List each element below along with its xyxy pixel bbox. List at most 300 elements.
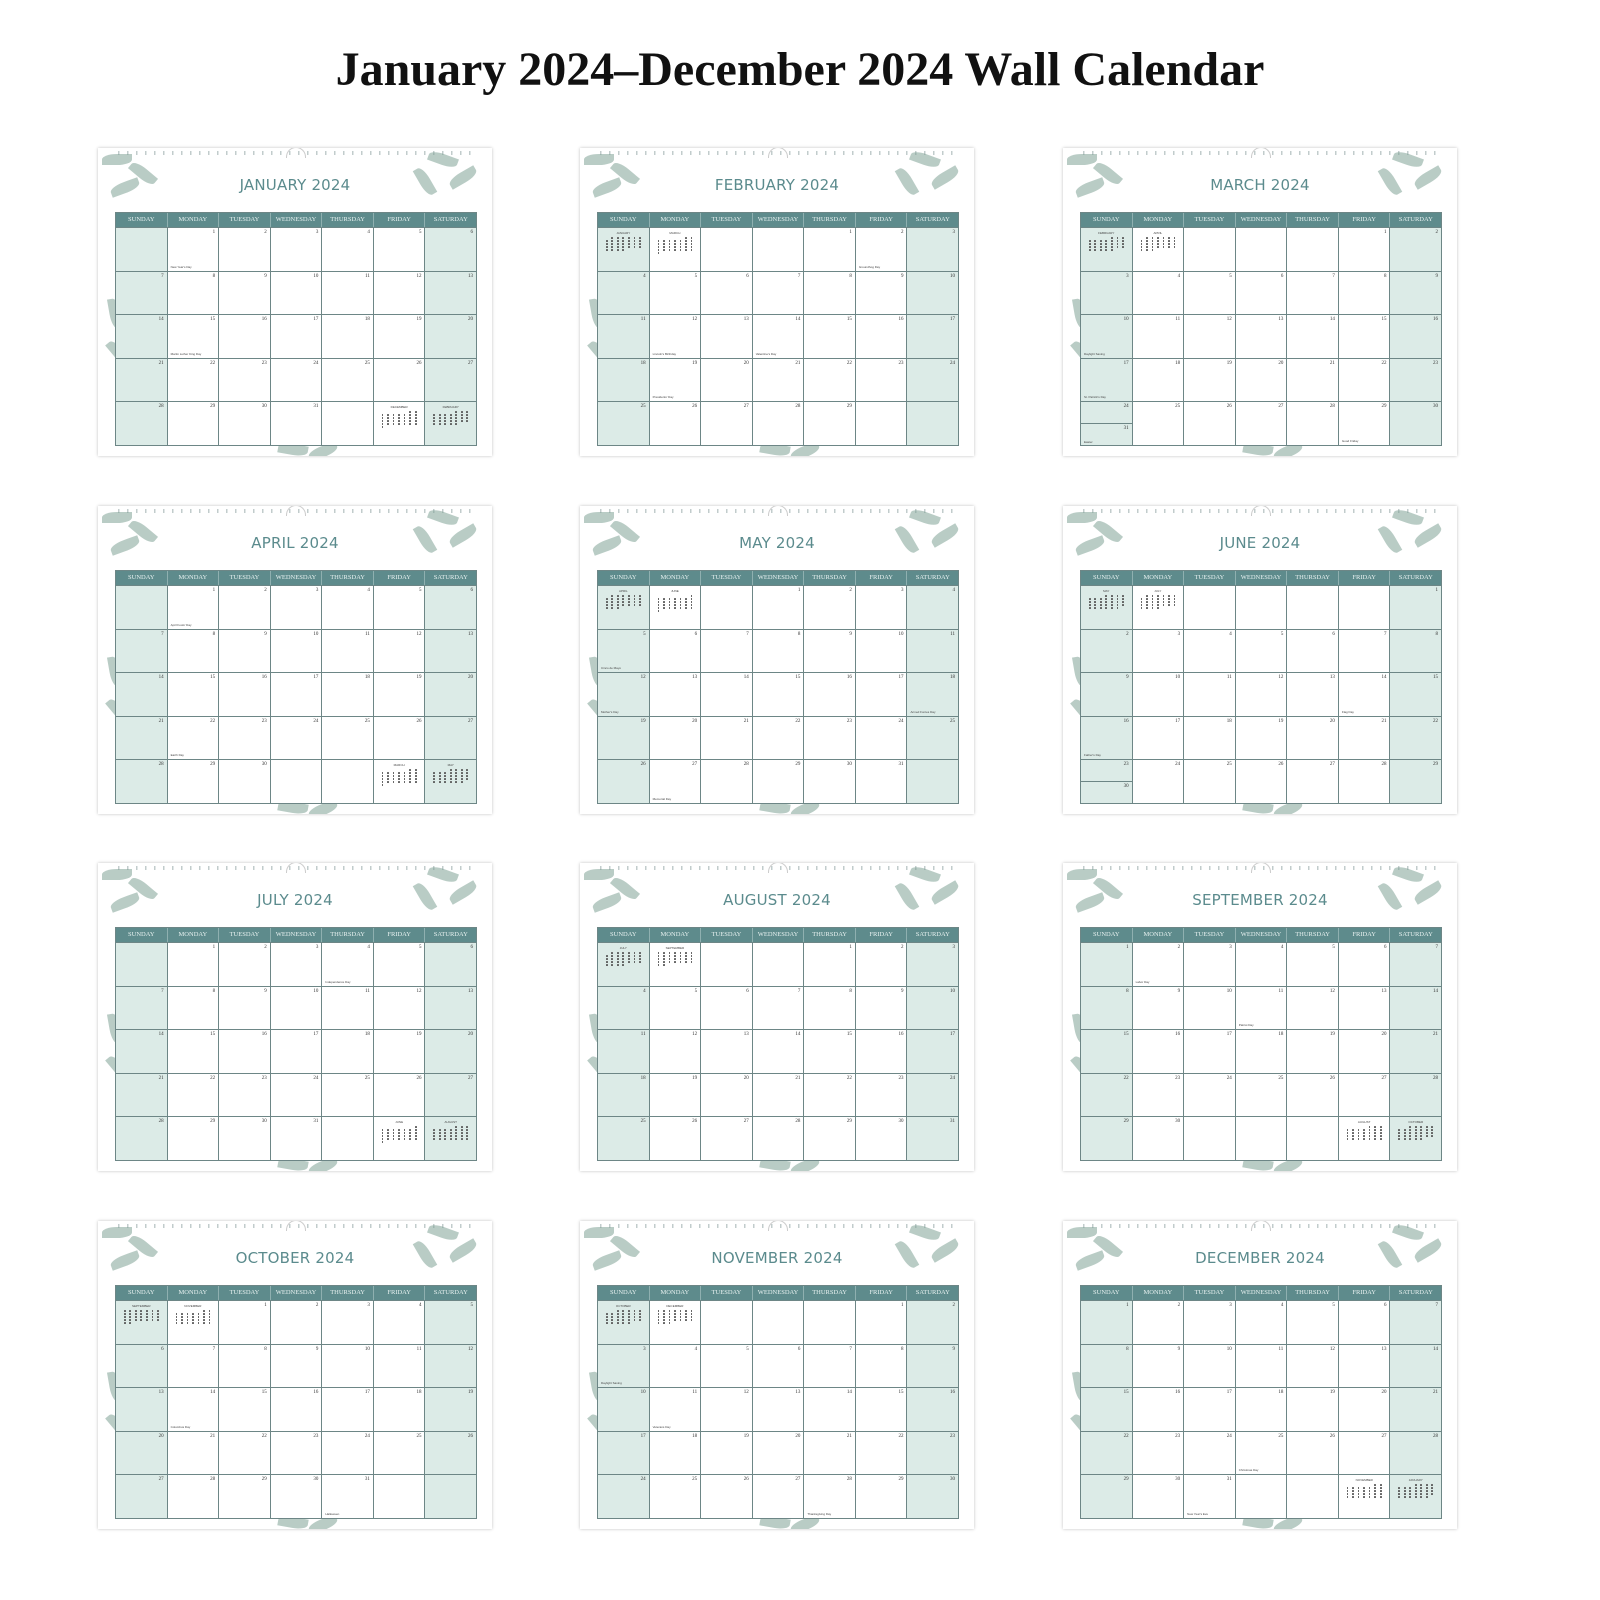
day-cell[interactable] [271, 1117, 323, 1160]
day-cell[interactable] [219, 1030, 271, 1073]
day-cell[interactable] [598, 1030, 650, 1073]
day-cell[interactable] [1339, 1074, 1391, 1117]
day-cell[interactable] [425, 717, 476, 760]
day-cell[interactable] [1339, 673, 1391, 716]
day-cell[interactable] [271, 943, 323, 986]
day-cell[interactable] [425, 673, 476, 716]
day-cell[interactable] [1184, 1074, 1236, 1117]
day-cell[interactable] [753, 359, 805, 402]
day-cell[interactable] [116, 359, 168, 402]
day-cell[interactable] [856, 760, 908, 803]
day-cell[interactable] [1133, 228, 1185, 271]
day-cell[interactable] [374, 1030, 426, 1073]
day-cell[interactable] [598, 228, 650, 271]
day-cell[interactable] [907, 1030, 958, 1073]
day-cell[interactable] [219, 943, 271, 986]
day-cell[interactable] [1287, 1117, 1339, 1160]
day-cell[interactable] [1184, 272, 1236, 315]
day-cell[interactable] [271, 315, 323, 358]
day-cell[interactable] [322, 359, 374, 402]
day-cell[interactable] [598, 943, 650, 986]
day-cell[interactable] [1390, 1345, 1441, 1388]
day-cell[interactable] [322, 987, 374, 1030]
day-cell[interactable] [374, 1074, 426, 1117]
day-cell[interactable] [856, 359, 908, 402]
day-cell[interactable] [650, 586, 702, 629]
day-cell[interactable] [1287, 586, 1339, 629]
day-cell[interactable] [1184, 1301, 1236, 1344]
day-cell[interactable] [1287, 673, 1339, 716]
day-cell[interactable] [322, 630, 374, 673]
day-cell[interactable] [804, 1345, 856, 1388]
day-cell[interactable] [322, 315, 374, 358]
day-cell[interactable] [650, 673, 702, 716]
day-cell[interactable] [1287, 402, 1339, 445]
day-cell[interactable] [907, 1432, 958, 1475]
day-cell[interactable] [1081, 586, 1133, 629]
day-cell[interactable] [856, 272, 908, 315]
day-cell[interactable] [753, 630, 805, 673]
day-cell[interactable] [271, 630, 323, 673]
day-cell[interactable] [856, 1074, 908, 1117]
day-cell[interactable] [116, 228, 168, 271]
day-cell[interactable] [1184, 359, 1236, 402]
day-cell[interactable] [374, 1301, 426, 1344]
day-cell[interactable] [650, 943, 702, 986]
day-cell[interactable] [425, 586, 476, 629]
day-cell[interactable] [1236, 586, 1288, 629]
day-cell[interactable] [701, 1301, 753, 1344]
day-cell[interactable] [701, 1030, 753, 1073]
day-cell[interactable] [1390, 943, 1441, 986]
day-cell[interactable] [650, 987, 702, 1030]
day-cell[interactable] [271, 586, 323, 629]
day-cell[interactable] [1287, 1432, 1339, 1475]
day-cell[interactable] [116, 1030, 168, 1073]
day-cell[interactable] [168, 1301, 220, 1344]
day-cell[interactable] [425, 1117, 476, 1160]
day-cell[interactable] [1133, 1475, 1185, 1518]
day-cell[interactable] [907, 315, 958, 358]
day-cell[interactable] [907, 987, 958, 1030]
day-cell[interactable] [1287, 272, 1339, 315]
day-cell[interactable] [1184, 717, 1236, 760]
day-cell[interactable] [322, 1388, 374, 1431]
day-cell[interactable] [753, 1074, 805, 1117]
day-cell[interactable] [1287, 943, 1339, 986]
day-cell[interactable] [1236, 1388, 1288, 1431]
day-cell[interactable] [701, 1074, 753, 1117]
day-cell[interactable] [1339, 1301, 1391, 1344]
day-cell[interactable] [168, 1117, 220, 1160]
day-cell[interactable] [1133, 673, 1185, 716]
day-cell[interactable] [1236, 272, 1288, 315]
day-cell[interactable] [116, 1345, 168, 1388]
day-cell[interactable] [374, 1432, 426, 1475]
day-cell[interactable] [1339, 1388, 1391, 1431]
day-cell[interactable] [116, 272, 168, 315]
day-cell[interactable] [1339, 987, 1391, 1030]
day-cell[interactable] [219, 1117, 271, 1160]
day-cell[interactable] [1287, 1388, 1339, 1431]
day-cell[interactable] [1339, 1475, 1391, 1518]
day-cell[interactable] [1236, 760, 1288, 803]
day-cell[interactable] [1081, 402, 1133, 445]
day-cell[interactable] [1236, 359, 1288, 402]
day-cell[interactable] [804, 673, 856, 716]
day-cell[interactable] [1236, 1030, 1288, 1073]
day-cell[interactable] [1081, 1388, 1133, 1431]
day-cell[interactable] [1390, 673, 1441, 716]
day-cell[interactable] [116, 1074, 168, 1117]
day-cell[interactable] [374, 402, 426, 445]
day-cell[interactable] [1390, 359, 1441, 402]
day-cell[interactable] [168, 717, 220, 760]
day-cell[interactable] [1390, 1074, 1441, 1117]
day-cell[interactable] [219, 717, 271, 760]
day-cell[interactable] [322, 1345, 374, 1388]
day-cell[interactable] [650, 228, 702, 271]
day-cell[interactable] [701, 586, 753, 629]
day-cell[interactable] [804, 987, 856, 1030]
day-cell[interactable] [856, 402, 908, 445]
day-cell[interactable] [856, 673, 908, 716]
day-cell[interactable] [701, 359, 753, 402]
day-cell[interactable] [856, 228, 908, 271]
day-cell[interactable] [168, 402, 220, 445]
day-cell[interactable] [1236, 228, 1288, 271]
day-cell[interactable] [1081, 1074, 1133, 1117]
day-cell[interactable] [425, 1475, 476, 1518]
day-cell[interactable] [804, 1388, 856, 1431]
day-cell[interactable] [271, 1345, 323, 1388]
day-cell[interactable] [1184, 1117, 1236, 1160]
day-cell[interactable] [1184, 1388, 1236, 1431]
day-cell[interactable] [701, 717, 753, 760]
day-cell[interactable] [219, 1432, 271, 1475]
day-cell[interactable] [753, 673, 805, 716]
day-cell[interactable] [425, 1074, 476, 1117]
day-cell[interactable] [1287, 1345, 1339, 1388]
day-cell[interactable] [425, 402, 476, 445]
day-cell[interactable] [322, 1117, 374, 1160]
day-cell[interactable] [219, 228, 271, 271]
day-cell[interactable] [1081, 359, 1133, 402]
day-cell[interactable] [1236, 1345, 1288, 1388]
day-cell[interactable] [322, 760, 374, 803]
day-cell[interactable] [1287, 1475, 1339, 1518]
day-cell[interactable] [1390, 760, 1441, 803]
day-cell[interactable] [1133, 1301, 1185, 1344]
day-cell[interactable] [1184, 228, 1236, 271]
day-cell[interactable] [374, 272, 426, 315]
day-cell[interactable] [168, 272, 220, 315]
day-cell[interactable] [650, 717, 702, 760]
day-cell[interactable] [374, 1475, 426, 1518]
day-cell[interactable] [1287, 760, 1339, 803]
day-cell[interactable] [168, 943, 220, 986]
day-cell[interactable] [907, 1345, 958, 1388]
day-cell[interactable] [1236, 673, 1288, 716]
day-cell[interactable] [856, 630, 908, 673]
day-cell[interactable] [425, 359, 476, 402]
day-cell[interactable] [1184, 630, 1236, 673]
day-cell[interactable] [425, 1030, 476, 1073]
day-cell[interactable] [219, 1301, 271, 1344]
day-cell[interactable] [804, 630, 856, 673]
day-cell[interactable] [804, 1117, 856, 1160]
day-cell[interactable] [425, 1432, 476, 1475]
day-cell[interactable] [219, 586, 271, 629]
day-cell[interactable] [271, 1432, 323, 1475]
day-cell[interactable] [1133, 717, 1185, 760]
day-cell[interactable] [1390, 272, 1441, 315]
day-cell[interactable] [1184, 315, 1236, 358]
day-cell[interactable] [804, 315, 856, 358]
day-cell[interactable] [1236, 1432, 1288, 1475]
day-cell[interactable] [650, 760, 702, 803]
day-cell[interactable] [598, 1388, 650, 1431]
day-cell[interactable] [701, 673, 753, 716]
day-cell[interactable] [1081, 228, 1133, 271]
day-cell[interactable] [116, 717, 168, 760]
day-cell[interactable] [598, 315, 650, 358]
day-cell[interactable] [753, 228, 805, 271]
day-cell[interactable] [598, 402, 650, 445]
day-cell[interactable] [271, 1301, 323, 1344]
day-cell[interactable] [1184, 1475, 1236, 1518]
day-cell[interactable] [701, 272, 753, 315]
day-cell[interactable] [1133, 1074, 1185, 1117]
day-cell[interactable] [701, 315, 753, 358]
day-cell[interactable] [322, 1475, 374, 1518]
day-cell[interactable] [374, 315, 426, 358]
day-cell[interactable] [856, 1475, 908, 1518]
day-cell[interactable] [1081, 1030, 1133, 1073]
day-cell[interactable] [219, 272, 271, 315]
day-cell[interactable] [271, 228, 323, 271]
day-cell[interactable] [1390, 1475, 1441, 1518]
day-cell[interactable] [701, 943, 753, 986]
day-cell[interactable] [907, 586, 958, 629]
day-cell[interactable] [1287, 717, 1339, 760]
day-cell[interactable] [1081, 1117, 1133, 1160]
day-cell[interactable] [374, 717, 426, 760]
day-cell[interactable] [1236, 987, 1288, 1030]
day-cell[interactable] [374, 630, 426, 673]
day-cell[interactable] [907, 943, 958, 986]
day-cell[interactable] [1081, 1432, 1133, 1475]
day-cell[interactable] [374, 1345, 426, 1388]
day-cell[interactable] [753, 1475, 805, 1518]
day-cell[interactable] [168, 1432, 220, 1475]
day-cell[interactable] [1339, 717, 1391, 760]
day-cell[interactable] [856, 1345, 908, 1388]
day-cell[interactable] [650, 402, 702, 445]
day-cell[interactable] [598, 586, 650, 629]
day-cell[interactable] [374, 943, 426, 986]
day-cell[interactable] [650, 1345, 702, 1388]
day-cell[interactable] [271, 359, 323, 402]
day-cell[interactable] [856, 315, 908, 358]
day-cell[interactable] [168, 1030, 220, 1073]
day-cell[interactable] [425, 630, 476, 673]
day-cell[interactable] [907, 228, 958, 271]
day-cell[interactable] [804, 359, 856, 402]
day-cell[interactable] [1339, 402, 1391, 445]
day-cell[interactable] [1081, 943, 1133, 986]
day-cell[interactable] [1184, 760, 1236, 803]
day-cell[interactable] [168, 673, 220, 716]
day-cell[interactable] [1236, 717, 1288, 760]
day-cell[interactable] [271, 1074, 323, 1117]
day-cell[interactable] [650, 1074, 702, 1117]
day-cell[interactable] [168, 586, 220, 629]
day-cell[interactable] [907, 760, 958, 803]
day-cell[interactable] [598, 1074, 650, 1117]
day-cell[interactable] [701, 1475, 753, 1518]
day-cell[interactable] [1390, 1030, 1441, 1073]
day-cell[interactable] [322, 673, 374, 716]
day-cell[interactable] [116, 987, 168, 1030]
day-cell[interactable] [322, 943, 374, 986]
day-cell[interactable] [425, 272, 476, 315]
day-cell[interactable] [753, 586, 805, 629]
day-cell[interactable] [1339, 630, 1391, 673]
day-cell[interactable] [856, 1301, 908, 1344]
day-cell[interactable] [116, 1388, 168, 1431]
day-cell[interactable] [322, 1432, 374, 1475]
day-cell[interactable] [1287, 315, 1339, 358]
day-cell[interactable] [1236, 402, 1288, 445]
day-cell[interactable] [1287, 630, 1339, 673]
day-cell[interactable] [650, 1432, 702, 1475]
day-cell[interactable] [1390, 1117, 1441, 1160]
day-cell[interactable] [322, 717, 374, 760]
day-cell[interactable] [116, 1301, 168, 1344]
day-cell[interactable] [271, 673, 323, 716]
day-cell[interactable] [116, 1117, 168, 1160]
day-cell[interactable] [374, 987, 426, 1030]
day-cell[interactable] [701, 987, 753, 1030]
day-cell[interactable] [168, 987, 220, 1030]
day-cell[interactable] [219, 402, 271, 445]
day-cell[interactable] [1133, 1117, 1185, 1160]
day-cell[interactable] [598, 1475, 650, 1518]
day-cell[interactable] [425, 1388, 476, 1431]
day-cell[interactable] [374, 359, 426, 402]
day-cell[interactable] [701, 1117, 753, 1160]
day-cell[interactable] [1390, 228, 1441, 271]
day-cell[interactable] [1390, 1432, 1441, 1475]
day-cell[interactable] [1287, 1074, 1339, 1117]
day-cell[interactable] [1081, 717, 1133, 760]
day-cell[interactable] [1236, 1301, 1288, 1344]
day-cell[interactable] [701, 760, 753, 803]
day-cell[interactable] [1081, 1475, 1133, 1518]
day-cell[interactable] [598, 717, 650, 760]
day-cell[interactable] [322, 228, 374, 271]
day-cell[interactable] [116, 1475, 168, 1518]
day-cell[interactable] [116, 673, 168, 716]
day-cell[interactable] [168, 630, 220, 673]
day-cell[interactable] [1081, 987, 1133, 1030]
day-cell[interactable] [1133, 987, 1185, 1030]
day-cell[interactable] [804, 402, 856, 445]
day-cell[interactable] [1236, 1074, 1288, 1117]
day-cell[interactable] [598, 272, 650, 315]
day-cell[interactable] [598, 1301, 650, 1344]
day-cell[interactable] [116, 586, 168, 629]
day-cell[interactable] [168, 760, 220, 803]
day-cell[interactable] [650, 630, 702, 673]
day-cell[interactable] [374, 760, 426, 803]
day-cell[interactable] [1236, 315, 1288, 358]
day-cell[interactable] [1339, 586, 1391, 629]
day-cell[interactable] [1184, 402, 1236, 445]
day-cell[interactable] [1339, 228, 1391, 271]
day-cell[interactable] [219, 987, 271, 1030]
day-cell[interactable] [598, 1345, 650, 1388]
day-cell[interactable] [425, 1301, 476, 1344]
day-cell[interactable] [374, 228, 426, 271]
day-cell[interactable] [598, 1432, 650, 1475]
day-cell[interactable] [1390, 717, 1441, 760]
day-cell[interactable] [753, 1388, 805, 1431]
day-cell[interactable] [804, 1432, 856, 1475]
day-cell[interactable] [1133, 760, 1185, 803]
day-cell[interactable] [374, 1117, 426, 1160]
day-cell[interactable] [753, 987, 805, 1030]
day-cell[interactable] [1236, 1475, 1288, 1518]
day-cell[interactable] [907, 630, 958, 673]
day-cell[interactable] [907, 717, 958, 760]
day-cell[interactable] [425, 315, 476, 358]
day-cell[interactable] [1081, 1345, 1133, 1388]
day-cell[interactable] [907, 1301, 958, 1344]
day-cell[interactable] [1081, 272, 1133, 315]
day-cell[interactable] [1081, 1301, 1133, 1344]
day-cell[interactable] [1081, 760, 1133, 803]
day-cell[interactable] [907, 1074, 958, 1117]
day-cell[interactable] [1390, 1301, 1441, 1344]
day-cell[interactable] [168, 228, 220, 271]
day-cell[interactable] [1339, 1030, 1391, 1073]
day-cell[interactable] [1287, 228, 1339, 271]
day-cell[interactable] [1339, 760, 1391, 803]
day-cell[interactable] [1339, 1117, 1391, 1160]
day-cell[interactable] [907, 1475, 958, 1518]
day-cell[interactable] [1390, 630, 1441, 673]
day-cell[interactable] [856, 943, 908, 986]
day-cell[interactable] [1390, 315, 1441, 358]
day-cell[interactable] [1133, 1030, 1185, 1073]
day-cell[interactable] [322, 586, 374, 629]
day-cell[interactable] [701, 402, 753, 445]
day-cell[interactable] [1184, 1432, 1236, 1475]
day-cell[interactable] [219, 760, 271, 803]
day-cell[interactable] [856, 586, 908, 629]
day-cell[interactable] [1287, 1301, 1339, 1344]
day-cell[interactable] [219, 630, 271, 673]
day-cell[interactable] [1184, 987, 1236, 1030]
day-cell[interactable] [219, 673, 271, 716]
day-cell[interactable] [856, 1117, 908, 1160]
day-cell[interactable] [116, 315, 168, 358]
day-cell[interactable] [650, 1475, 702, 1518]
day-cell[interactable] [650, 1117, 702, 1160]
day-cell[interactable] [598, 987, 650, 1030]
